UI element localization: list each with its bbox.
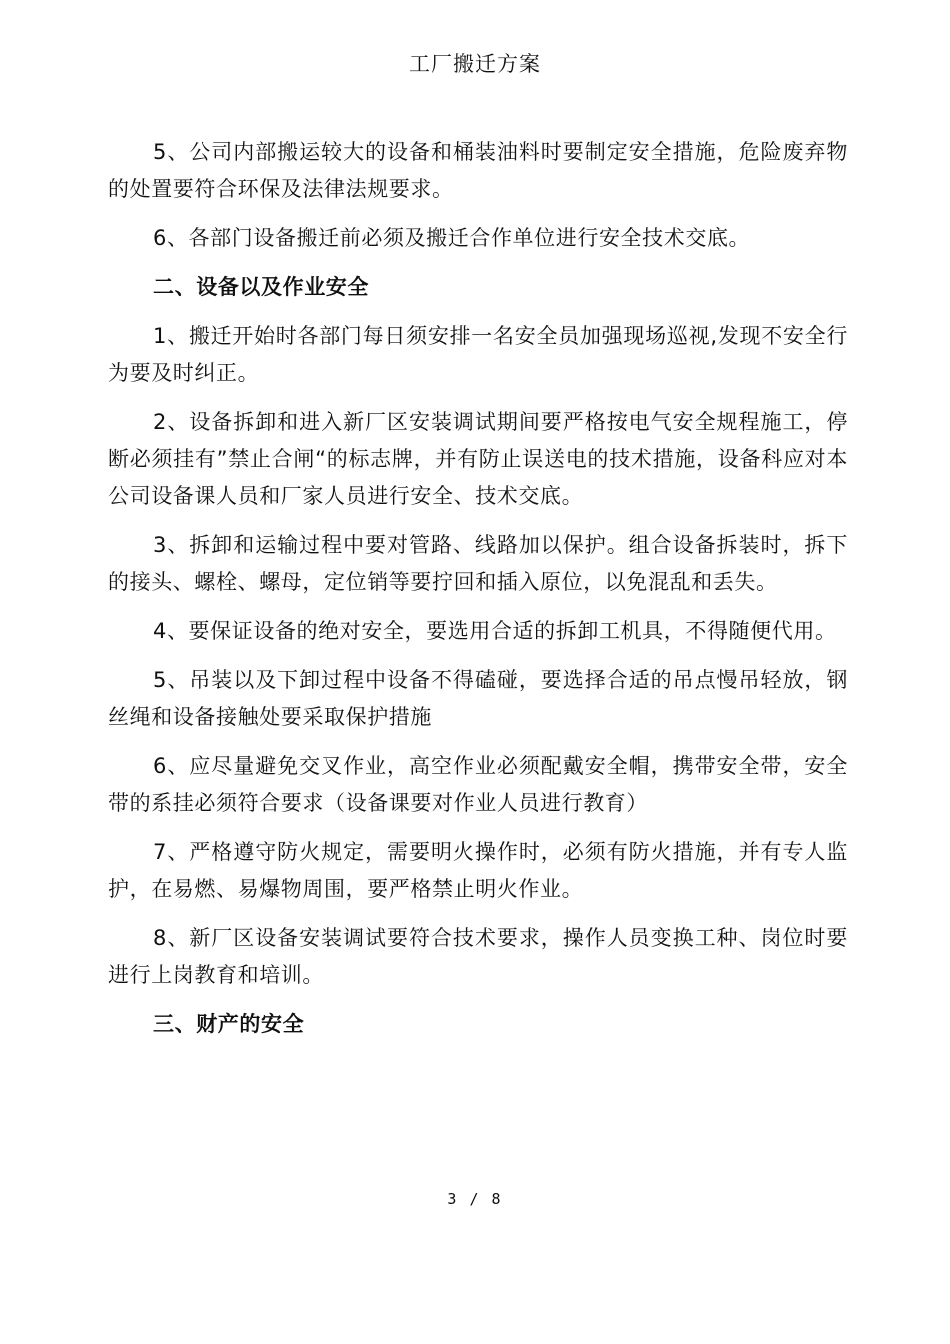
paragraph-item-4-tools: 4、要保证设备的绝对安全，要选用合适的拆卸工机具，不得随便代用。 [153, 619, 837, 643]
document-header-title: 工厂搬迁方案 [409, 52, 541, 76]
paragraph-item-6-safety-briefing: 6、各部门设备搬迁前必须及搬迁合作单位进行安全技术交底。 [153, 226, 751, 250]
section-heading-equipment-safety: 二、设备以及作业安全 [153, 275, 369, 299]
paragraph-item-6-height-work: 6、应尽量避免交叉作业，高空作业必须配戴安全帽，携带安全带，安全带的系挂必须符合要求（设备课要对作业人员进行教育） [108, 754, 848, 815]
paragraph-item-8-training: 8、新厂区设备安装调试要符合技术要求，操作人员变换工种、岗位时要进行上岗教育和培训。 [108, 926, 848, 987]
paragraph-item-5-lifting: 5、吊装以及下卸过程中设备不得磕碰，要选择合适的吊点慢吊轻放，钢丝绳和设备接触处要采取保护措施 [108, 668, 848, 729]
page-number: 3 / 8 [447, 1190, 503, 1208]
document-body [108, 134, 848, 1055]
paragraph-item-7-fire-safety: 7、严格遵守防火规定，需要明火操作时，必须有防火措施，并有专人监护，在易燃、易爆物周围，要严格禁止明火作业。 [108, 840, 848, 901]
section-heading-property-safety: 三、财产的安全 [153, 1012, 305, 1036]
paragraph-item-1-safety-officer: 1、搬迁开始时各部门每日须安排一名安全员加强现场巡视,发现不安全行为要及时纠正。 [108, 324, 848, 385]
paragraph-item-2-electrical-safety: 2、设备拆卸和进入新厂区安装调试期间要严格按电气安全规程施工，停断必须挂有”禁止合闸“的标志牌，并有防止误送电的技术措施，设备科应对本公司设备课人员和厂家人员进行安全、技术交底。 [108, 410, 848, 508]
paragraph-item-5-hazardous-waste: 5、公司内部搬运较大的设备和桶装油料时要制定安全措施，危险废弃物的处置要符合环保及法律法规要求。 [108, 140, 848, 201]
paragraph-item-3-pipeline-protection: 3、拆卸和运输过程中要对管路、线路加以保护。组合设备拆装时，拆下的接头、螺栓、螺母，定位销等要拧回和插入原位，以免混乱和丢失。 [108, 533, 848, 594]
